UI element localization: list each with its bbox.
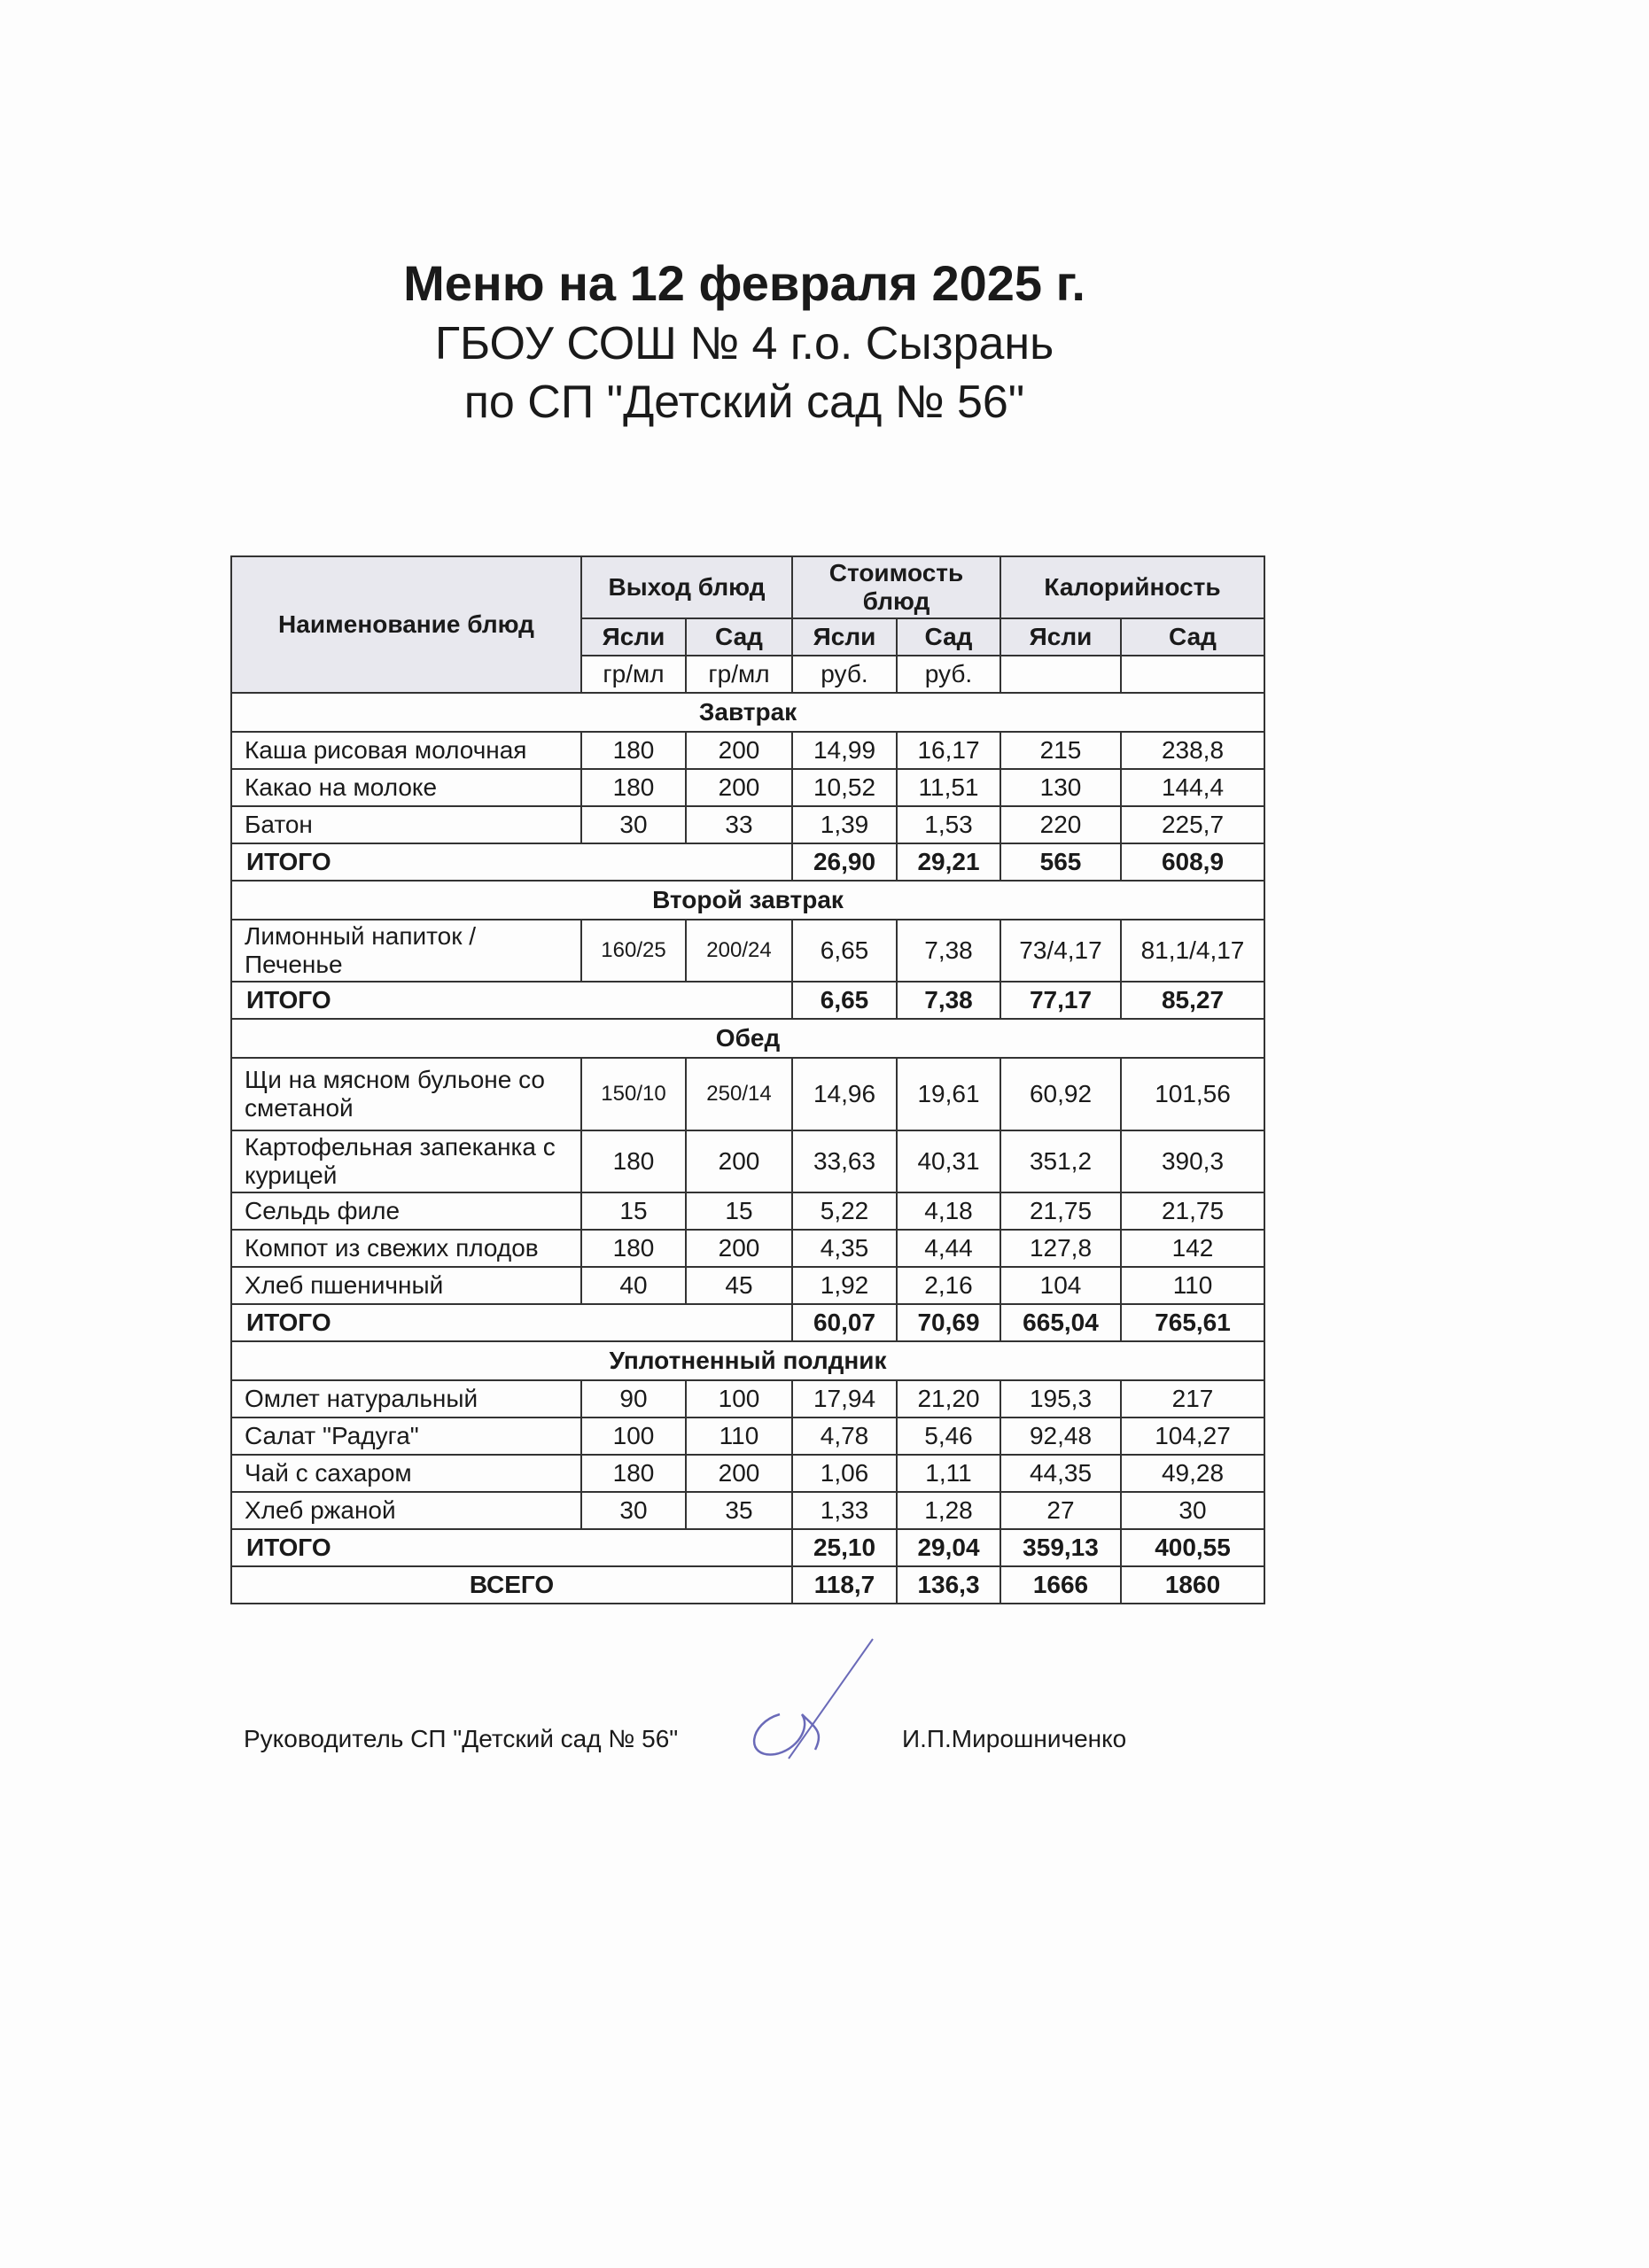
document-header — [0, 252, 1489, 431]
yield-sad: 15 — [686, 1192, 792, 1230]
cal-yasli: 215 — [1000, 732, 1121, 769]
total-cal-yasli: 77,17 — [1000, 982, 1121, 1019]
cost-yasli: 4,35 — [792, 1230, 897, 1267]
dish-name: Хлеб пшеничный — [231, 1267, 581, 1304]
total-cost-sad: 29,21 — [897, 843, 1000, 881]
yield-sad: 100 — [686, 1380, 792, 1418]
yield-sad: 200 — [686, 1130, 792, 1192]
subheader-yield-yasli: Ясли — [581, 618, 686, 656]
col-header-calories: Калорийность — [1000, 556, 1264, 618]
cost-sad: 19,61 — [897, 1058, 1000, 1130]
cal-yasli: 220 — [1000, 806, 1121, 843]
unit-cal-yasli — [1000, 656, 1121, 693]
cal-yasli: 351,2 — [1000, 1130, 1121, 1192]
table-row — [231, 1455, 1264, 1492]
total-row — [231, 1529, 1264, 1566]
table-row — [231, 1192, 1264, 1230]
cost-sad: 1,11 — [897, 1455, 1000, 1492]
yield-yasli: 180 — [581, 1230, 686, 1267]
section-title: Обед — [231, 1019, 1264, 1058]
total-cal-sad: 608,9 — [1121, 843, 1264, 881]
cal-yasli: 44,35 — [1000, 1455, 1121, 1492]
dish-name: Компот из свежих плодов — [231, 1230, 581, 1267]
unit-cost-sad: руб. — [897, 656, 1000, 693]
cost-sad: 16,17 — [897, 732, 1000, 769]
signatory-position: Руководитель СП "Детский сад № 56" — [244, 1725, 679, 1752]
cal-sad: 225,7 — [1121, 806, 1264, 843]
grand-total-cal-sad: 1860 — [1121, 1566, 1264, 1604]
total-cost-sad: 7,38 — [897, 982, 1000, 1019]
cal-sad: 49,28 — [1121, 1455, 1264, 1492]
section-title: Уплотненный полдник — [231, 1341, 1264, 1380]
cost-sad: 1,53 — [897, 806, 1000, 843]
yield-yasli: 180 — [581, 1130, 686, 1192]
cal-sad: 238,8 — [1121, 732, 1264, 769]
yield-yasli: 180 — [581, 732, 686, 769]
cost-sad: 4,18 — [897, 1192, 1000, 1230]
cal-yasli: 130 — [1000, 769, 1121, 806]
total-row — [231, 843, 1264, 881]
yield-yasli: 180 — [581, 1455, 686, 1492]
yield-sad: 200 — [686, 1455, 792, 1492]
dish-name: Каша рисовая молочная — [231, 732, 581, 769]
unit-yield-sad: гр/мл — [686, 656, 792, 693]
subheader-yield-sad: Сад — [686, 618, 792, 656]
cal-sad: 390,3 — [1121, 1130, 1264, 1192]
menu-table — [230, 555, 1265, 1604]
col-header-name: Наименование блюд — [231, 556, 581, 693]
table-row — [231, 1058, 1264, 1130]
cal-sad: 110 — [1121, 1267, 1264, 1304]
yield-sad: 33 — [686, 806, 792, 843]
dish-name: Лимонный напиток / Печенье — [231, 920, 581, 982]
cost-yasli: 1,92 — [792, 1267, 897, 1304]
cost-sad: 5,46 — [897, 1418, 1000, 1455]
section-title: Второй завтрак — [231, 881, 1264, 920]
yield-yasli: 160/25 — [581, 920, 686, 982]
signature-image — [727, 1630, 886, 1772]
total-cal-sad: 85,27 — [1121, 982, 1264, 1019]
cal-sad: 144,4 — [1121, 769, 1264, 806]
table-row — [231, 732, 1264, 769]
table-row — [231, 1492, 1264, 1529]
yield-yasli: 40 — [581, 1267, 686, 1304]
total-label: ИТОГО — [231, 982, 792, 1019]
cal-yasli: 195,3 — [1000, 1380, 1121, 1418]
unit-cost-yasli: руб. — [792, 656, 897, 693]
cost-yasli: 1,06 — [792, 1455, 897, 1492]
cal-yasli: 21,75 — [1000, 1192, 1121, 1230]
cost-yasli: 17,94 — [792, 1380, 897, 1418]
grand-total-cost-yasli: 118,7 — [792, 1566, 897, 1604]
dish-name: Чай с сахаром — [231, 1455, 581, 1492]
cal-yasli: 60,92 — [1000, 1058, 1121, 1130]
cal-yasli: 73/4,17 — [1000, 920, 1121, 982]
cost-yasli: 1,33 — [792, 1492, 897, 1529]
cost-yasli: 14,99 — [792, 732, 897, 769]
cost-sad: 1,28 — [897, 1492, 1000, 1529]
total-cost-sad: 29,04 — [897, 1529, 1000, 1566]
subheader-cost-sad: Сад — [897, 618, 1000, 656]
cal-sad: 21,75 — [1121, 1192, 1264, 1230]
total-cost-yasli: 6,65 — [792, 982, 897, 1019]
total-cost-yasli: 60,07 — [792, 1304, 897, 1341]
grand-total-cal-yasli: 1666 — [1000, 1566, 1121, 1604]
cal-sad: 104,27 — [1121, 1418, 1264, 1455]
yield-sad: 35 — [686, 1492, 792, 1529]
cal-sad: 30 — [1121, 1492, 1264, 1529]
cost-sad: 11,51 — [897, 769, 1000, 806]
cal-yasli: 127,8 — [1000, 1230, 1121, 1267]
yield-yasli: 30 — [581, 806, 686, 843]
total-row — [231, 982, 1264, 1019]
unit-cal-sad — [1121, 656, 1264, 693]
grand-total-cost-sad: 136,3 — [897, 1566, 1000, 1604]
cost-yasli: 4,78 — [792, 1418, 897, 1455]
total-label: ИТОГО — [231, 1304, 792, 1341]
total-cost-sad: 70,69 — [897, 1304, 1000, 1341]
dish-name: Хлеб ржаной — [231, 1492, 581, 1529]
yield-sad: 200 — [686, 769, 792, 806]
cal-sad: 81,1/4,17 — [1121, 920, 1264, 982]
cost-sad: 40,31 — [897, 1130, 1000, 1192]
table-row — [231, 1230, 1264, 1267]
yield-sad: 200 — [686, 732, 792, 769]
cal-yasli: 92,48 — [1000, 1418, 1121, 1455]
total-label: ИТОГО — [231, 1529, 792, 1566]
yield-yasli: 180 — [581, 769, 686, 806]
col-header-cost: Стоимость блюд — [792, 556, 1000, 618]
total-label: ИТОГО — [231, 843, 792, 881]
dish-name: Омлет натуральный — [231, 1380, 581, 1418]
subheader-cal-yasli: Ясли — [1000, 618, 1121, 656]
yield-sad: 250/14 — [686, 1058, 792, 1130]
table-row — [231, 1130, 1264, 1192]
yield-sad: 200/24 — [686, 920, 792, 982]
cost-yasli: 10,52 — [792, 769, 897, 806]
dish-name: Какао на молоке — [231, 769, 581, 806]
subheader-cost-yasli: Ясли — [792, 618, 897, 656]
yield-sad: 110 — [686, 1418, 792, 1455]
unit-yield-yasli: гр/мл — [581, 656, 686, 693]
total-cal-yasli: 359,13 — [1000, 1529, 1121, 1566]
total-cost-yasli: 25,10 — [792, 1529, 897, 1566]
cost-sad: 2,16 — [897, 1267, 1000, 1304]
total-cost-yasli: 26,90 — [792, 843, 897, 881]
dish-name: Картофельная запеканка с курицей — [231, 1130, 581, 1192]
yield-sad: 200 — [686, 1230, 792, 1267]
cal-yasli: 27 — [1000, 1492, 1121, 1529]
cost-yasli: 6,65 — [792, 920, 897, 982]
school-name: ГБОУ СОШ № 4 г.о. Сызрань — [434, 318, 1054, 369]
cost-yasli: 14,96 — [792, 1058, 897, 1130]
dish-name: Салат "Радуга" — [231, 1418, 581, 1455]
dish-name: Батон — [231, 806, 581, 843]
cost-sad: 21,20 — [897, 1380, 1000, 1418]
table-row — [231, 920, 1264, 982]
cost-sad: 4,44 — [897, 1230, 1000, 1267]
table-row — [231, 1267, 1264, 1304]
section-title: Завтрак — [231, 693, 1264, 732]
yield-yasli: 150/10 — [581, 1058, 686, 1130]
cost-yasli: 1,39 — [792, 806, 897, 843]
total-cal-yasli: 565 — [1000, 843, 1121, 881]
yield-sad: 45 — [686, 1267, 792, 1304]
total-cal-sad: 400,55 — [1121, 1529, 1264, 1566]
table-row — [231, 806, 1264, 843]
cal-sad: 142 — [1121, 1230, 1264, 1267]
yield-yasli: 15 — [581, 1192, 686, 1230]
document-title: Меню на 12 февраля 2025 г. — [403, 255, 1085, 311]
cost-yasli: 5,22 — [792, 1192, 897, 1230]
yield-yasli: 30 — [581, 1492, 686, 1529]
grand-total-label: ВСЕГО — [231, 1566, 792, 1604]
total-row — [231, 1304, 1264, 1341]
grand-total-row — [231, 1566, 1264, 1604]
signatory-name: И.П.Мирошниченко — [902, 1725, 1127, 1752]
cost-yasli: 33,63 — [792, 1130, 897, 1192]
total-cal-sad: 765,61 — [1121, 1304, 1264, 1341]
cal-sad: 101,56 — [1121, 1058, 1264, 1130]
dish-name: Сельдь филе — [231, 1192, 581, 1230]
table-row — [231, 1380, 1264, 1418]
col-header-yield: Выход блюд — [581, 556, 792, 618]
table-row — [231, 769, 1264, 806]
kindergarten-name: по СП "Детский сад № 56" — [463, 377, 1025, 428]
cal-yasli: 104 — [1000, 1267, 1121, 1304]
table-row — [231, 1418, 1264, 1455]
yield-yasli: 90 — [581, 1380, 686, 1418]
total-cal-yasli: 665,04 — [1000, 1304, 1121, 1341]
subheader-cal-sad: Сад — [1121, 618, 1264, 656]
cost-sad: 7,38 — [897, 920, 1000, 982]
yield-yasli: 100 — [581, 1418, 686, 1455]
cal-sad: 217 — [1121, 1380, 1264, 1418]
dish-name: Щи на мясном бульоне со сметаной — [231, 1058, 581, 1130]
